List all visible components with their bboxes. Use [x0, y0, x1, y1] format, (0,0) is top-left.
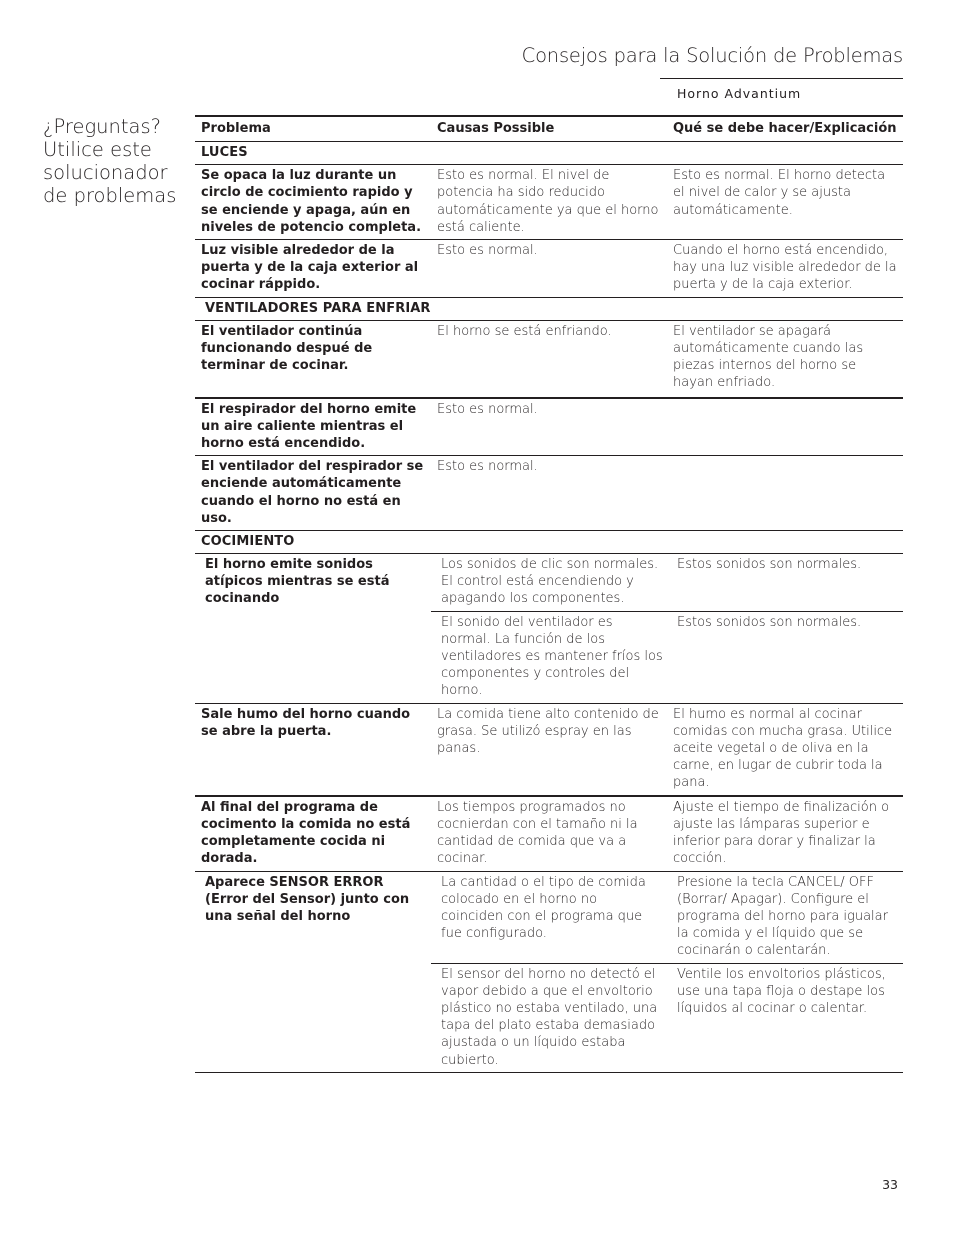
cause-cell: Los sonidos de clic son normales. El control está encendiendo y apagando los componentes. — [441, 557, 659, 607]
cause-row — [431, 611, 903, 703]
cause-row — [431, 554, 903, 611]
table-row — [195, 704, 903, 797]
troubleshooting-table — [195, 115, 903, 1073]
cause-row — [431, 872, 903, 963]
problem-cell: El horno emite sonidos atípicos mientras se está cocinando — [205, 557, 390, 607]
column-header-solution: Qué se debe hacer/Explicación — [673, 121, 897, 136]
table-row — [195, 165, 903, 240]
problem-cell: Se opaca la luz durante un circlo de cocimiento rapido y se enciende y apaga, aún en niveles de potencio completa. — [201, 168, 422, 235]
solution-cell: Ventile los envoltorios plásticos, use una tapa floja o destape los líquidos al cocinar o calentar. — [677, 966, 886, 1016]
section-row-ventiladores — [195, 298, 903, 321]
column-header-cause: Causas Possible — [437, 121, 555, 136]
page-header-title: Consejos para la Solución de Problemas — [521, 44, 903, 67]
problem-cell: Al final del programa de cocimento la comida no está completamente cocida ni dorada. — [201, 799, 411, 867]
cause-cell: El sonido del ventilador es normal. La función de los ventiladores es mantener fríos los componentes y controles del horno. — [441, 614, 663, 699]
solution-cell: El humo es normal al cocinar comidas con mucha grasa. Utilice aceite vegetal o de oliva en la carne, en lugar de cubrir toda la pana. — [673, 706, 893, 791]
section-title: COCIMIENTO — [201, 534, 295, 550]
solution-cell: Esto es normal. El horno detecta el nivel de calor y se ajusta automáticamente. — [673, 168, 886, 218]
table-row — [195, 456, 903, 531]
cause-cell: Los tiempos programados no cocnierdan con el tamaño ni la cantidad de comida que va a cocinar. — [437, 799, 638, 867]
page-header-subtitle: Horno Advantium — [677, 86, 802, 101]
section-title: VENTILADORES PARA ENFRIAR — [205, 300, 431, 316]
solution-cell — [667, 456, 903, 530]
cause-row — [431, 963, 903, 1072]
table-row-group — [195, 554, 903, 704]
cause-list — [431, 872, 903, 1072]
problem-cell: Sale humo del horno cuando se abre la puerta. — [201, 706, 411, 739]
cause-cell: El sensor del horno no detectó el vapor debido a que el envoltorio plástico no estaba ventilado, una tapa del plato estaba demasiado ajustada o un líquido estaba cubierto. — [441, 966, 658, 1068]
cause-list — [431, 554, 903, 703]
solution-cell: Ajuste el tiempo de finalización o ajuste las lámparas superior e inferior para dorar y finalizar la cocción. — [673, 799, 890, 867]
page-number: 33 — [882, 1177, 898, 1192]
side-heading: ¿Preguntas? Utilice este solucionador de problemas — [43, 115, 177, 207]
cause-cell: Esto es normal. El nivel de potencia ha sido reducido automáticamente ya que el horno está caliente. — [437, 168, 659, 235]
cause-cell: La cantidad o el tipo de comida colocado en el horno no coinciden con el programa que fue configurado. — [441, 874, 646, 942]
cause-cell: Esto es normal. — [437, 401, 538, 417]
cause-cell: Esto es normal. — [437, 459, 538, 475]
problem-cell: El ventilador del respirador se enciende automáticamente cuando el horno no está en uso. — [201, 459, 424, 526]
solution-cell: Estos sonidos son normales. — [677, 557, 862, 573]
table-header-row — [195, 117, 903, 142]
table-row — [195, 797, 903, 872]
cause-cell: La comida tiene alto contenido de grasa. Se utilizó espray en las panas. — [437, 706, 659, 757]
problem-cell: Aparece SENSOR ERROR (Error del Sensor) junto con una señal del horno — [205, 874, 410, 924]
solution-cell: Presione la tecla CANCEL/ OFF (Borrar/ Apagar). Configure el programa del horno para igualar la comida y el líquido que se cocinarán o calentarán. — [677, 874, 888, 959]
solution-cell: Estos sonidos son normales. — [677, 614, 862, 630]
column-header-problem: Problema — [201, 121, 271, 136]
solution-cell: Cuando el horno está encendido, hay una luz visible alrededor de la puerta y de la caja exterior. — [673, 243, 897, 293]
problem-cell: El ventilador continúa funcionando despué de terminar de cocinar. — [201, 323, 373, 374]
header-divider — [660, 78, 903, 79]
cause-cell: Esto es normal. — [437, 243, 538, 259]
solution-cell: El ventilador se apagará automáticamente cuando las piezas internos del horno se hayan enfriado. — [673, 323, 864, 391]
problem-cell: Luz visible alrededor de la puerta y de la caja exterior al cocinar ráppido. — [201, 243, 419, 293]
section-row-luces — [195, 142, 903, 165]
section-row-cocimiento — [195, 531, 903, 554]
table-row — [195, 240, 903, 298]
table-row — [195, 399, 903, 457]
section-title: LUCES — [201, 145, 248, 161]
table-row — [195, 321, 903, 399]
solution-cell — [667, 399, 903, 456]
cause-cell: El horno se está enfriando. — [437, 323, 612, 339]
table-row-group — [195, 872, 903, 1073]
problem-cell: El respirador del horno emite un aire caliente mientras el horno está encendido. — [201, 401, 417, 452]
